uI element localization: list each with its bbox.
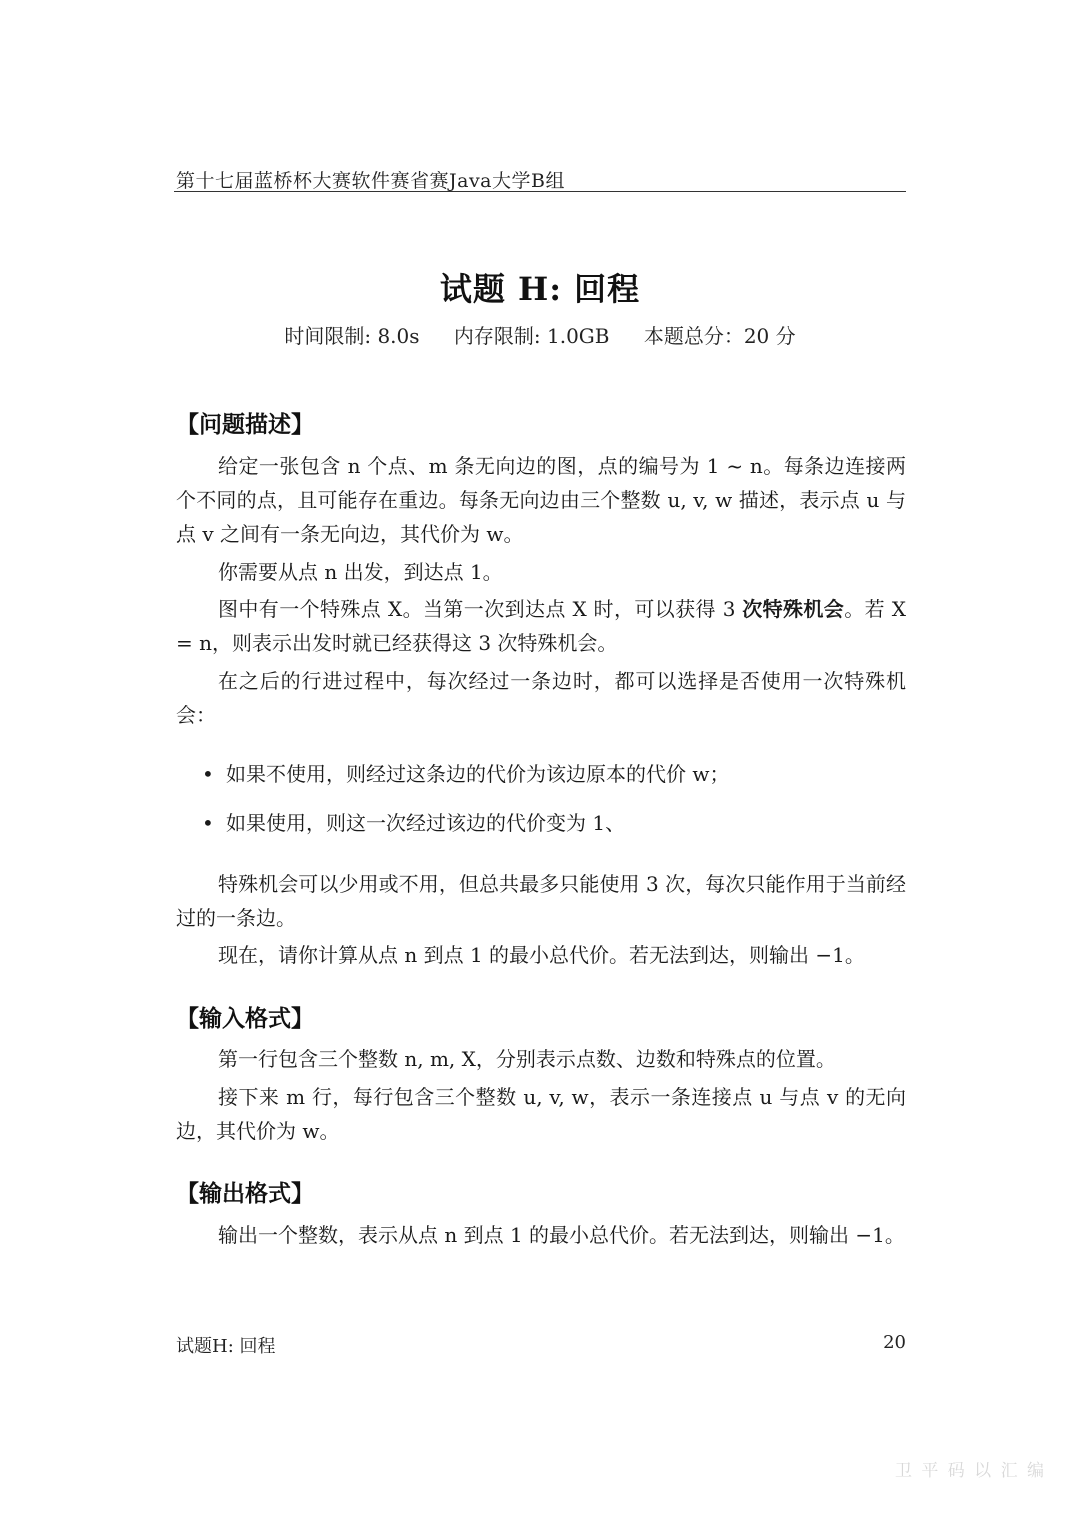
description-paragraph-1: 给定一张包含 n 个点、m 条无向边的图，点的编号为 1 ~ n。每条边连接两个不同的点，且可能存在重边。每条无向边由三个整数 u, v, w 描述，表示点 u 与点 v 之间有一条无向边，其代价为 w。 bbox=[176, 454, 906, 546]
input-format-heading: 【输入格式】 bbox=[176, 1006, 314, 1032]
problem-score: 本题总分：20 分 bbox=[643, 324, 796, 348]
page-number: 20 bbox=[883, 1332, 906, 1353]
bullet-text: 如果不使用，则经过这条边的代价为该边原本的代价 w； bbox=[226, 762, 730, 786]
bullet-text: 如果使用，则这一次经过该边的代价变为 1、 bbox=[226, 811, 626, 835]
running-header: 第十七届蓝桥杯大赛软件赛省赛Java大学B组 bbox=[176, 170, 565, 192]
description-paragraph-4: 在之后的行进过程中，每次经过一条边时，都可以选择是否使用一次特殊机会： bbox=[176, 669, 906, 727]
time-limit: 时间限制: 8.0s bbox=[284, 324, 420, 348]
description-paragraph-6: 现在，请你计算从点 n 到点 1 的最小总代价。若无法到达，则输出 −1。 bbox=[218, 943, 865, 967]
header-rule bbox=[174, 191, 906, 192]
bullet-dot: • bbox=[202, 811, 214, 835]
bullet-item-2 bbox=[202, 806, 902, 840]
input-format-paragraph-2: 接下来 m 行，每行包含三个整数 u, v, w，表示一条连接点 u 与点 v 的无向边，其代价为 w。 bbox=[176, 1085, 906, 1143]
paragraph-3-text-a: 图中有一个特殊点 X。当第一次到达点 X 时，可以获得 3 bbox=[218, 597, 743, 621]
problem-title: 试题 H: 回程 bbox=[439, 270, 641, 308]
special-chance-emphasis: 次特殊机会 bbox=[742, 597, 845, 621]
input-format-paragraph-1: 第一行包含三个整数 n, m, X，分别表示点数、边数和特殊点的位置。 bbox=[218, 1047, 836, 1071]
watermark: 卫 平 码 以 汇 编 bbox=[894, 1461, 1046, 1481]
description-paragraph-3 bbox=[176, 592, 906, 660]
output-format-heading: 【输出格式】 bbox=[176, 1181, 314, 1207]
bullet-dot: • bbox=[202, 762, 214, 786]
memory-limit: 内存限制: 1.0GB bbox=[453, 324, 610, 348]
description-paragraph-5: 特殊机会可以少用或不用，但总共最多只能使用 3 次，每次只能作用于当前经过的一条边。 bbox=[176, 872, 906, 930]
description-heading: 【问题描述】 bbox=[176, 412, 314, 438]
output-format-paragraph-1: 输出一个整数，表示从点 n 到点 1 的最小总代价。若无法到达，则输出 −1。 bbox=[218, 1223, 905, 1247]
footer-title: 试题H: 回程 bbox=[176, 1336, 276, 1357]
paragraph-3-text-b: 。若 X = n，则表示出发时就已经获得这 3 次特殊机会。 bbox=[176, 597, 906, 655]
description-paragraph-2: 你需要从点 n 出发，到达点 1。 bbox=[218, 560, 503, 584]
bullet-item-1 bbox=[202, 757, 902, 791]
problem-limits bbox=[0, 320, 1080, 349]
